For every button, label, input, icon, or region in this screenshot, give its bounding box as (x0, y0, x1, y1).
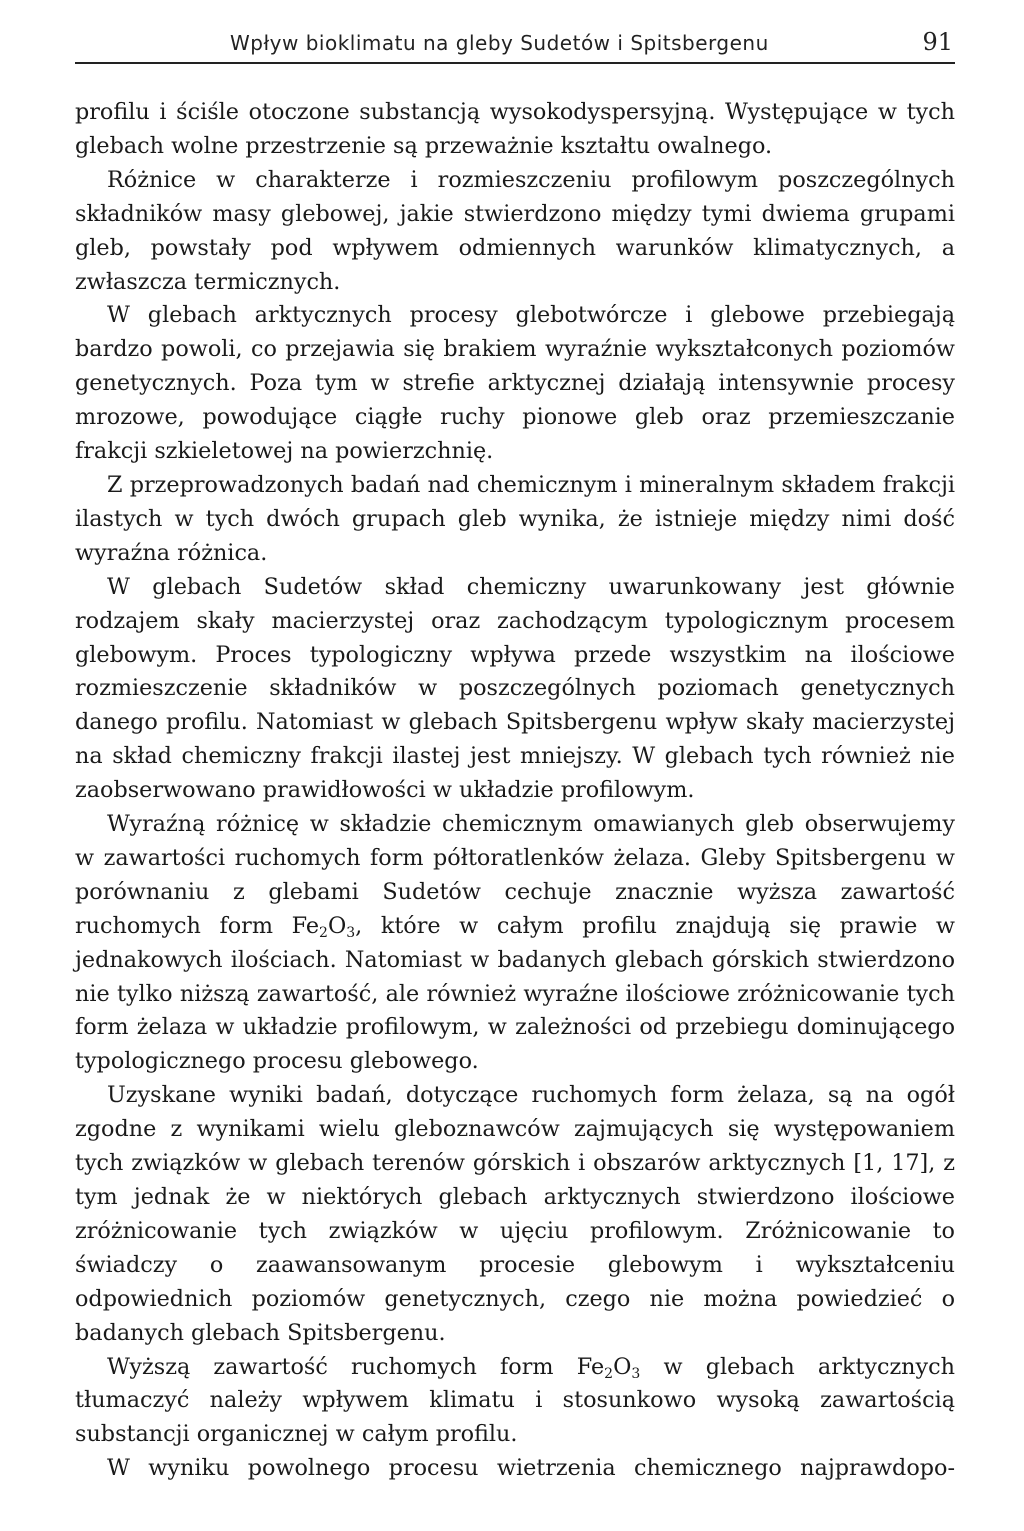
chemical-formula (292, 913, 356, 939)
paragraph-continuation: profilu i ściśle otoczone substancją wysokodyspersyjną. Występujące w tych glebach wolne przestrzenie są przeważnie kształtu owalnego. (75, 99, 955, 159)
formula-element: Fe (291, 912, 320, 939)
paragraph: W glebach arktycznych procesy glebotwórcze i glebowe przebiegają bardzo powoli, co przejawia się brakiem wyraźnie wykształconych poziomów genetycznych. Poza tym w strefie arktycznej działają intensywnie procesy mrozowe, powodujące ciągłe ruchy pionowe gleb oraz przemieszczanie frakcji szkieletowej na powierzchnię. (75, 302, 955, 465)
formula-subscript: 2 (319, 924, 328, 941)
paragraph-arctic-iron (75, 1351, 955, 1453)
formula-element: O (327, 912, 347, 939)
formula-element: O (613, 1353, 632, 1380)
body-text (75, 96, 955, 1486)
paragraph-text: Wyraźną różnicę w składzie chemicznym omawianych gleb obserwujemy w zawartości ruchomych form półtoratlenków żelaza. Gleby Spitsbergenu w porównaniu z glebami Sudetów cechuje znacznie wyższa zawartość ruchomych form (75, 811, 955, 939)
page-number: 91 (922, 28, 953, 56)
paragraph-text: , które w całym profilu znajdują się prawie w jednakowych ilościach. Natomiast w badanych glebach górskich stwierdzono nie tylko niższą zawartość, ale również wyraźne ilościowe zróżnicowanie tych form żelaza w układzie profilowym, w zależności od przebiegu dominującego typologicznego procesu glebowego. (75, 912, 955, 1075)
running-header (75, 28, 955, 64)
paragraph-text: w glebach arktycznych tłumaczyć należy wpływem klimatu i stosunkowo wysoką zawartością substancji organicznej w całym profilu. (75, 1353, 955, 1448)
paragraph: Różnice w charakterze i rozmieszczeniu profilowym poszczególnych składników masy glebowej, jakie stwierdzono między tymi dwiema grupami gleb, powstały pod wpływem odmiennych warunków klimatycznych, a zwłaszcza termicznych. (75, 166, 955, 295)
formula-subscript: 3 (631, 1365, 641, 1382)
paragraph: Z przeprowadzonych badań nad chemicznym i mineralnym składem frakcji ilastych w tych dwóch grupach gleb wynika, że istnieje między nimi dość wyraźna różnica. (75, 471, 955, 566)
paragraph: Uzyskane wyniki badań, dotyczące ruchomych form żelaza, są na ogół zgodne z wynikami wielu gleboznawców zajmujących się występowaniem tych związków w glebach terenów górskich i obszarów arktycznych [1, 17], z tym jednak że w niektórych glebach arktycznych stwierdzono ilościowe zróżnicowanie tych związków w ujęciu profilowym. Zróżnicowanie to świadczy o zaawansowanym procesie glebowym i wykształceniu odpowiednich poziomów genetycznych, czego nie można powiedzieć o badanych glebach Spitsbergenu. (75, 1082, 955, 1346)
formula-subscript: 3 (346, 924, 356, 941)
chemical-formula (577, 1354, 641, 1380)
paragraph-iron-forms (75, 808, 955, 1079)
paragraph-text: Wyższą zawartość ruchomych form (107, 1353, 577, 1380)
paragraph: W glebach Sudetów skład chemiczny uwarunkowany jest głównie rodzajem skały macierzystej oraz zachodzącym typologicznym procesem glebowym. Proces typologiczny wpływa przede wszystkim na ilościowe rozmieszczenie składników w poszczególnych poziomach genetycznych danego profilu. Natomiast w glebach Spitsbergenu wpływ skały macierzystej na skład chemiczny frakcji ilastej jest mniejszy. W glebach tych również nie zaobserwowano prawidłowości w układzie profilowym. (75, 573, 955, 804)
formula-element: Fe (576, 1353, 605, 1380)
paragraph-continues: W wyniku powolnego procesu wietrzenia chemicznego najprawdopo- (107, 1455, 955, 1482)
running-title: Wpływ bioklimatu na gleby Sudetów i Spitsbergenu (230, 31, 769, 55)
document-page (75, 28, 955, 1486)
formula-subscript: 2 (604, 1365, 614, 1382)
